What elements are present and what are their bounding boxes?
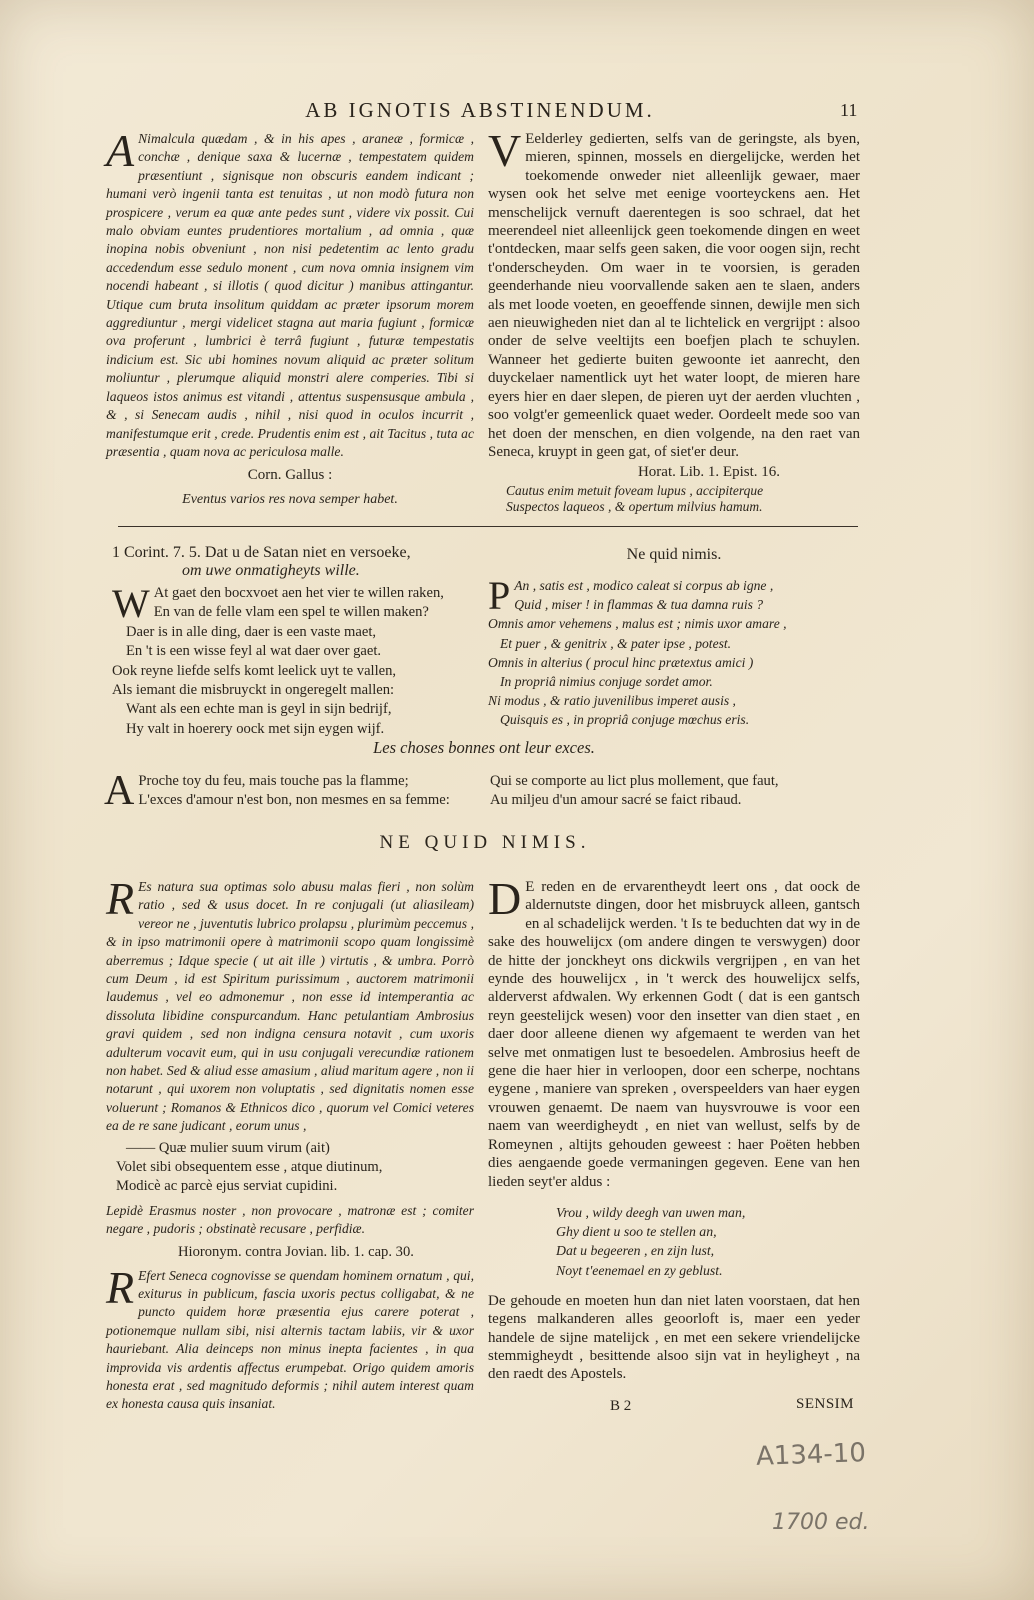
latin-verse-block [488,546,860,730]
dropcap: V [488,125,522,176]
pencil-annotation: A134-10 [755,1438,867,1472]
top-dutch-quote-line: Cautus enim metuit foveam lupus , accipiterque [506,483,764,499]
catchword: SENSIM [796,1396,855,1412]
bottom-dutch-paragraph: De gehoude en moeten hun dan niet laten voorstaen, dat hen tegens malkanderen alles geoorloft is, maer een yeder handele de sijne matelijck , en met een sekere vriendelijcke stemmigheydt , besittende alsoo sijn vat in heyligheyt , na den raedt des Apostels. [488,1292,860,1383]
bottom-latin-paragraph: R Es natura sua optimas solo abusu malas fieri , non solùm ratio , sed & usus docet. In re conjugali (ut aliasileam) vereor ne , juventutis lubrico prolapsu , plurimùm peccemus , & in ipso matrimonii opere à matrimonii scopo quam longissimè aberremus ; Idque specie ( ut ait ille ) virtutis , & umbra. Porrò cum Deum , id est Spiritum purissimum , auctorem matrimonii laudemus , vel eo admonemur , non esse id intemperantia ac dissoluta libidine conspurcandum. Hanc petulantiam Ambrosius gravi quidem , sed non indigna censura notavit , cum uxoris adulterum vocavit eum, qui in usu conjugali verecundiæ rationem non habet. Sed & aliud esse amasium , aliud maritum agere , non ii notarunt , qui uxorem non voluptatis , sed dignitatis nomen esse voluerunt ; Romanos & Ethnicos dico , quorum vel Comici veteres ea de re sane judicant , eorum unus , [106,873,474,1134]
section-divider [118,526,858,527]
signature-mark: B 2 [610,1398,632,1414]
verse-line: En van de felle vlam een spel te willen maken? [153,604,429,621]
bottom-dutch-column [488,873,860,1384]
french-verse-right [490,772,862,810]
top-dutch-quote-line: Suspectos laqueos , & opertum milvius hamum. [506,499,763,515]
dropcap: W [112,581,150,626]
verse-line: Et puer , & genitrix , & pater ipse , potest. [500,635,732,651]
top-dutch-source: Horat. Lib. 1. Epist. 16. [637,464,781,481]
dutch-verse [112,581,482,739]
french-verse-left [104,768,484,814]
bottom-latin-paragraph: R Efert Seneca cognovisse se quendam hominem ornatum , qui, exiturus in publicum, fascia uxoris pectus colligabat, & ne puncto quidem horæ præsentia ejus carere poterat , potionemque nullam sibi, nisi alternis tactam labiis, vir & uxor hauriebant. Alia deinceps non minus inepta facientes , in qua improvida vis ardentis affectus erumpebat. Origo quidem amoris honesta erat , sed magnitudo deformis ; nihil autem interest quam ex honesta causa quis insaniat. [106,1261,474,1412]
verse-line: Omnis in alterius ( procul hinc prætextus amici ) [488,654,754,670]
bottom-dutch-verse [488,1203,860,1280]
bottom-latin-paragraph: Lepidè Erasmus noster , non provocare , matronæ est ; comiter negare , pudoris ; obstinatè recusare , perfidiæ. [106,1202,474,1237]
french-heading: Les choses bonnes ont leur exces. [373,738,595,757]
verse-line: In propriâ nimius conjuge sordet amor. [500,674,713,690]
bottom-latin-verse [106,1139,474,1196]
latin-verse-heading: Ne quid nimis. [626,546,722,563]
pencil-annotation: 1700 ed. [772,1510,870,1535]
verse-line: Modicè ac parcè ejus serviat cupidini. [116,1177,338,1194]
top-dutch-paragraph: V Eelderley gedierten, selfs van de geringste, als byen, mieren, spinnen, mossels en diergelijcke, werden het toekomende onweder niet alleenlijk gewaer, maer wysen ook het selve met eenige voorteyckens aen. Het menschelijck vernuft daerentegen is soo schrael, dat het meerendeel niet alleenlijck geen toekomende dingen en weet t'ontdecken, maar selfs geen saken, die voor oogen sijn, recht t'onderscheyden. Om waer in te voorsien, is geraden geenderhande nieu voorvallende saken aen te slaen, anders als met loode voeten, en geoeffende sinnen, dewijle men sich aen nieuwigheden niet dan al te lichtelick en vergrijpt : alsoo onder de selve veeltijts een boefjen plach te schuylen. Wanneer het gedierte buiten gewoonte iet aanrecht, den duyckelaer namentlick uyt het water loopt, de mieren hare eyers hier en daer slepen, de pieren uyt der aerden vluchten , soo volgt'er gemeenlick quaet weder. Oordeelt mede soo van het doen der menschen, en dien volgende, na den raet van Seneca, kruypt in geen gat, of siet'er deur. [488,125,860,460]
top-latin-source: Corn. Gallus : [247,467,333,484]
verse-line: Noyt t'eenemael en zy geblust. [556,1262,723,1278]
verse-line: Dat u begeeren , en zijn lust, [556,1243,715,1259]
verse-line: L'exces d'amour n'est bon, non mesmes en sa femme: [138,792,450,808]
bottom-latin-column [106,873,474,1414]
page-number: 11 [840,100,858,120]
verse-line: Qui se comporte au lict plus mollement, que faut, [490,773,779,789]
section-title: NE QUID NIMIS. [379,832,591,853]
verse-line: Als iemant die misbruyckt in ongeregelt mallen: [112,682,395,699]
bottom-dutch-paragraph: D E reden en de ervarentheydt leert ons , dat oock de aldernutste dingen, door het misbruyck alleen, gantsch en al schadelijck werden. 't Is te beduchten dat wy in de sake des houwelijcx (om andere dingen te verswygen) door de hitte der jonckheyt ons dickwils vergrijpen , en van het eynde des houwelijcx , in 't werck des houwelijcx selfs, alderverst afdwalen. Wy erkennen Godt ( dat is een gantsch reyn geestelijck wesen) voor den insetter van dien staet , en daer door alleene dienen wy afgemaent te werden van het selve met onmatigen lust te besoedelen. Ambrosius heeft de gene die haer hier in verloopen, door een scherpe, nochtans eygene , maniere van spreken , overspeelders van haer eygen vrouwen genaemt. De naem van huysvrouwe is voor een naem van weerdigheydt , en niet van wellust, selfs by de Romeynen , altijts gehouden geweest : haer Poëten hebben dies aengaende goede vermaningen gegeven. Eene van hen lieden seyt'er aldus : [488,873,860,1190]
verse-line: At gaet den bocxvoet aen het vier te willen raken, [153,585,444,601]
verse-line: Daer is in alle ding, daer is een vaste maet, [126,623,377,640]
verse-line: Want als een echte man is geyl in sijn bedrijf, [126,701,392,718]
dutch-verse-heading: 1 Corint. 7. 5. Dat u de Satan niet en versoeke, [112,544,411,561]
dutch-verse-block [112,544,482,739]
verse-line: Quisquis es , in propriâ conjuge mœchus eris. [500,712,750,728]
bottom-latin-source: Hioronym. contra Jovian. lib. 1. cap. 30. [178,1243,414,1260]
dropcap: R [106,1261,135,1313]
verse-line: Volet sibi obsequentem esse , atque diutinum, [116,1158,383,1175]
verse-line: En 't is een wisse feyl al wat daer over gaet. [126,643,382,660]
verse-line: Proche toy du feu, mais touche pas la flamme; [138,773,409,789]
verse-line: Ghy dient u soo te stellen an, [556,1224,717,1240]
verse-line: Quid , miser ! in flammas & tua damna ruis ? [514,597,764,613]
dropcap: A [106,125,135,176]
dropcap: A [104,768,135,814]
top-dutch-column [488,125,860,515]
top-latin-column [106,125,474,508]
top-latin-paragraph: A Nimalcula quædam , & in his apes , araneæ , formicæ , conchæ , denique saxa & lucernæ , tempestatem quidem præsentiunt , signisque non obscuris eandem indicant ; humani verò ingenii tanta est tenuitas , ut non modò futura non prospicere , verum ea quæ ante pedes sunt , videre vix possit. Cui malo obviam euntes prudentiores mortalium , ad omnia , quæ inopina nobis obveniunt , non nisi pedetentim ac lento gradu accedendum esse sedulo monent , cum nova omnia insignem vim nocendi habeant , si illotis ( quod dicitur ) manibus attingantur. Utique cum bruta insolitum quiddam ac præter ipsorum morem aggrediuntur , mergi videlicet stagna aut maria fugiunt , formicæ ova proferunt , lumbrici è terrâ fugiunt , futuræ tempestatis indicium est. Sic ubi homines novum aliquid ac præter solitum moliuntur , plerumque aliquid monstri alere comperies. Tibi si laqueos istos animus est vitandi , attentus suspensusque ambula , & , si Senecam audis , nihil , nisi quod in oculos incurrit , manifestumque erit , crede. Prudentis enim est , ait Tacitus , tuta ac præsentia , quam nova ac periculosa malle. [106,125,474,459]
verse-line: Hy valt in hoerery oock met sijn eygen wijf. [126,720,385,737]
verse-line: Au miljeu d'un amour sacré se faict ribaud. [490,792,742,808]
dropcap: D [488,873,522,924]
verse-line: Ni modus , & ratio juvenilibus imperet ausis , [488,693,736,709]
dropcap: R [106,873,135,924]
verse-line: Ook reyne liefde selfs komt leelick uyt te vallen, [112,662,397,679]
latin-verse [488,573,860,730]
verse-line: An , satis est , modico caleat si corpus ab igne , [514,578,774,593]
verse-line: Omnis amor vehemens , malus est ; nimis uxor amare , [488,616,787,632]
verse-line: Vrou , wildy deegh van uwen man, [556,1204,746,1220]
top-latin-quote: Eventus varios res nova semper habet. [182,492,398,508]
running-title: AB IGNOTIS ABSTINENDUM. [305,98,655,122]
dropcap: P [488,573,511,618]
verse-line: —— Quæ mulier suum virum (ait) [126,1139,330,1156]
dutch-verse-heading-line2: om uwe onmatigheyts wille. [182,562,360,579]
